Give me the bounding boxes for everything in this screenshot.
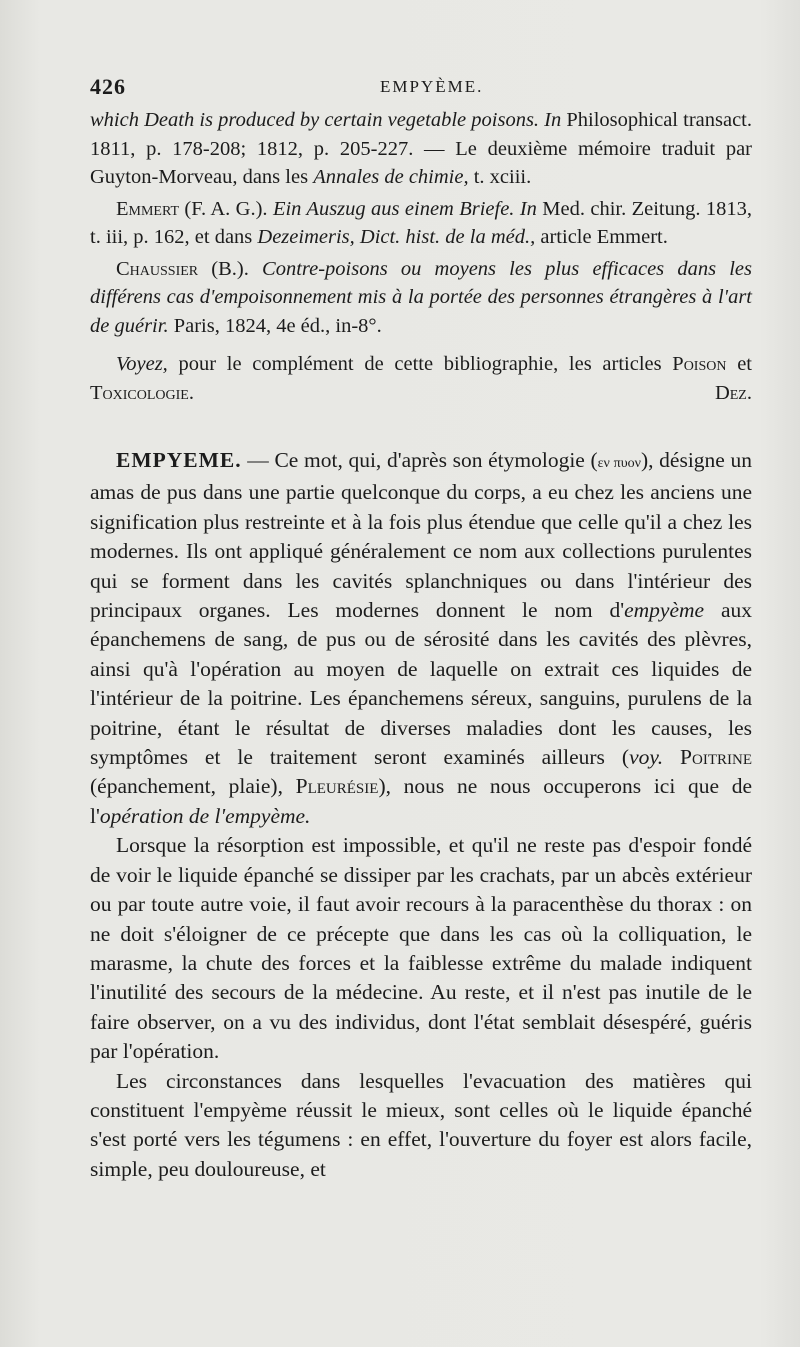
bib-title-italic: Ein Auszug aus einem Briefe. In (272, 197, 537, 220)
bib-journal-italic: Dezeimeris, Dict. hist. de la méd., (257, 226, 536, 248)
article-text: ), désigne un amas de pus dans une partie quelconque du corps, a eu chez les anciens une signification plus restreinte et à la fois plus étendue que celle qu'il a chez les modernes. Ils ont appliqué généralement ce nom aux collections purulentes qui se forment dans les cavités splanchniques ou dans l'intérieur des principaux organes. Les modernes donnent le nom d' (90, 448, 752, 623)
article-italic-term: empyème (624, 598, 705, 623)
bib-author: Emmert (116, 197, 180, 220)
see-also-line (90, 350, 752, 407)
bib-title-italic: Contre-poisons ou moyens les plus efficaces dans les différens cas d'empoisonnement mis à la portée des personnes étrangères à l'art de guérir. (90, 257, 752, 337)
bib-text: article Emmert. (535, 226, 668, 248)
bib-text: t. xciii. (468, 166, 532, 188)
article-paragraph (90, 446, 752, 831)
bibliography-entry (90, 255, 752, 341)
article-head-word: EMPYEME. (116, 448, 242, 472)
voyez-italic: Voyez, (116, 353, 168, 375)
cross-ref-term: Pleurésie (295, 774, 379, 799)
voy-italic: voy. (629, 745, 664, 770)
bibliography-entry (90, 195, 752, 252)
article-text: — Ce mot, qui, d'après son étymologie ( (241, 448, 598, 472)
see-also-and: et (726, 353, 752, 375)
bib-journal-italic: Annales de chimie, (313, 166, 469, 188)
see-also-text: pour le complément de cette bibliographie, les articles (167, 353, 673, 375)
page-number: 426 (90, 74, 126, 99)
article-italic-term: opération de l'empyème. (99, 803, 311, 828)
bib-title-italic: which Death is produced by certain vegetable poisons. In (90, 109, 562, 131)
bib-author-initials: (B.). (198, 257, 263, 280)
running-head: EMPYÈME. (380, 77, 484, 96)
author-signature: Dez. (714, 381, 752, 404)
article-empyeme (90, 446, 752, 1184)
article-text: aux épanchemens de sang, de pus ou de sérosité dans les cavités des plèvres, ainsi qu'à l'opération au moyen de laquelle on extrait ces liquides de l'intérieur de la poitrine. Les épanchemens séreux, sanguins, purulens de la poitrine, étant le résultat de diverses maladies dont les causes, les symptômes et le traitement seront examinés ailleurs ( (90, 598, 752, 770)
greek-etymology: εν πυον (597, 456, 641, 471)
bibliography-entry (90, 106, 752, 192)
article-paragraph: Les circonstances dans lesquelles l'evacuation des matières qui constituent l'empyème réussit le mieux, sont celles où le liquide épanché s'est porté vers les tégumens : en effet, l'ouverture du foyer est alors facile, simple, peu douloureuse, et (90, 1068, 752, 1181)
bib-text: Med. chir. Zeitung. 1813, t. iii, p. 162, et dans (90, 197, 753, 248)
bib-text: Philosophical transact. 1811, p. 178-208; 1812, p. 205-227. — Le deuxième mémoire traduit par Guyton-Morveau, dans les (90, 109, 752, 188)
article-paragraph: Lorsque la résorption est impossible, et qu'il ne reste pas d'espoir fondé de voir le liquide épanché se dissiper par les crachats, par un abcès extérieur ou par toute autre voie, il faut avoir recours à la paracenthèse du thorax : on ne doit s'éloigner de ce précepte que dans les cas où la colliquation, le marasme, la chute des forces et la faiblesse extrême du malade indiquent l'inutilité des secours de la médecine. Au reste, et il n'est pas inutile de le faire observer, on a vu des individus, dont l'état semblait désespéré, guéris par l'opération. (90, 833, 752, 1064)
bib-author-initials: (F. A. G.). (179, 197, 273, 220)
article-text: ), nous ne nous occuperons ici que de l' (90, 774, 753, 828)
bibliography-section (90, 106, 752, 407)
bib-author: Chaussier (116, 257, 199, 280)
see-also-term: Poison (672, 353, 727, 375)
page-header (90, 74, 760, 104)
see-also-term: Toxicologie. (90, 381, 194, 404)
cross-ref-term: Poitrine (663, 745, 752, 770)
bib-text: Paris, 1824, 4e éd., in-8°. (168, 314, 382, 337)
article-text: (épanchement, plaie), (90, 774, 296, 799)
